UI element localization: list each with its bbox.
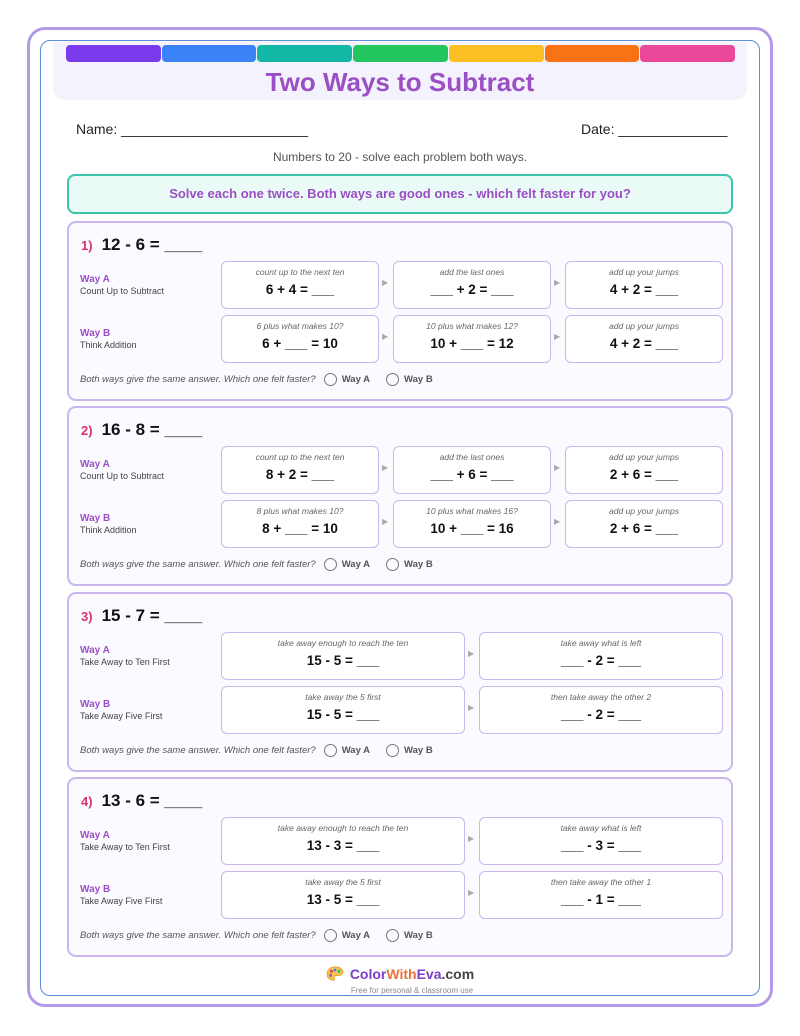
step-box[interactable] <box>479 871 723 919</box>
way-description: Take Away Five First <box>80 896 163 906</box>
way-description: Think Addition <box>80 340 137 350</box>
radio-way-a[interactable] <box>324 373 337 386</box>
step-box[interactable] <box>565 315 723 363</box>
comparison-question <box>80 558 449 571</box>
step-equation[interactable]: ___ + 6 = ___ <box>430 467 514 482</box>
step-box[interactable] <box>221 817 465 865</box>
step-equation[interactable]: 10 + ___ = 12 <box>430 336 514 351</box>
arrow-right-icon: ▶ <box>468 649 475 658</box>
option-label: Way B <box>404 930 433 941</box>
option-label: Way A <box>341 374 371 385</box>
radio-way-b[interactable] <box>386 744 399 757</box>
way-label <box>80 830 170 852</box>
step-hint: take away what is left <box>560 638 642 648</box>
way-name: Way B <box>80 884 111 895</box>
way-description: Take Away to Ten First <box>80 842 170 852</box>
arrow-right-icon: ▶ <box>554 278 561 287</box>
way-description: Take Away Five First <box>80 711 163 721</box>
step-box[interactable] <box>221 632 465 680</box>
problem-header <box>81 235 202 255</box>
step-hint: add up your jumps <box>609 267 679 277</box>
question-text: Both ways give the same answer. Which one felt faster? <box>80 374 316 385</box>
step-box[interactable] <box>221 261 379 309</box>
step-hint: add the last ones <box>439 452 505 462</box>
step-hint: add the last ones <box>439 267 505 277</box>
step-hint: add up your jumps <box>609 506 679 516</box>
brand-eva: Eva <box>416 966 442 982</box>
arrow-right-icon: ▶ <box>468 834 475 843</box>
step-box[interactable] <box>565 500 723 548</box>
comparison-question <box>80 744 449 757</box>
color-bar-segment <box>353 45 448 62</box>
radio-way-b[interactable] <box>386 929 399 942</box>
option-way-a[interactable] <box>324 929 370 942</box>
problem-header <box>81 606 202 626</box>
brand-domain: .com <box>441 966 475 982</box>
step-box[interactable] <box>221 871 465 919</box>
step-equation[interactable]: 8 + ___ = 10 <box>262 521 338 536</box>
way-name: Way A <box>80 830 110 841</box>
problem-header <box>81 420 202 440</box>
arrow-right-icon: ▶ <box>382 517 389 526</box>
step-box[interactable] <box>479 632 723 680</box>
option-way-a[interactable] <box>324 373 370 386</box>
step-equation[interactable]: ___ - 1 = ___ <box>561 892 641 907</box>
color-bar-segment <box>66 45 161 62</box>
question-text: Both ways give the same answer. Which one felt faster? <box>80 930 316 941</box>
brand-color: Color <box>349 966 387 982</box>
option-label: Way B <box>404 745 433 756</box>
palette-icon <box>326 966 344 982</box>
way-description: Count Up to Subtract <box>80 286 165 296</box>
step-hint: take away what is left <box>560 823 642 833</box>
step-hint: count up to the next ten <box>255 452 345 462</box>
color-bar-segment <box>640 45 735 62</box>
problem-card <box>67 221 733 401</box>
step-hint: then take away the other 2 <box>550 692 652 702</box>
option-label: Way A <box>341 745 371 756</box>
arrow-right-icon: ▶ <box>554 332 561 341</box>
arrow-right-icon: ▶ <box>382 463 389 472</box>
step-equation[interactable]: 15 - 5 = ___ <box>306 707 380 722</box>
step-equation[interactable]: 4 + 2 = ___ <box>609 282 679 297</box>
step-hint: then take away the other 1 <box>550 877 652 887</box>
step-equation[interactable]: 4 + 2 = ___ <box>609 336 679 351</box>
step-equation[interactable]: 10 + ___ = 16 <box>430 521 514 536</box>
step-equation[interactable]: 6 + ___ = 10 <box>262 336 338 351</box>
way-label <box>80 645 170 667</box>
way-description: Take Away to Ten First <box>80 657 170 667</box>
date-field[interactable]: Date: ______________ <box>581 121 728 137</box>
tip-box: Solve each one twice. Both ways are good ones - which felt faster for you? <box>67 174 733 214</box>
problem-card <box>67 777 733 957</box>
step-box[interactable] <box>221 446 379 494</box>
step-hint: 10 plus what makes 12? <box>426 321 518 331</box>
way-name: Way A <box>80 645 110 656</box>
option-way-a[interactable] <box>324 744 370 757</box>
step-equation[interactable]: 6 + 4 = ___ <box>265 282 335 297</box>
step-box[interactable] <box>221 686 465 734</box>
option-label: Way A <box>341 559 371 570</box>
step-box[interactable] <box>479 817 723 865</box>
way-name: Way B <box>80 699 111 710</box>
step-equation[interactable]: ___ + 2 = ___ <box>430 282 514 297</box>
step-equation[interactable]: 13 - 3 = ___ <box>306 838 380 853</box>
step-hint: take away enough to reach the ten <box>277 823 409 833</box>
footer-tagline: Free for personal & classroom use <box>350 986 474 995</box>
way-b-row <box>69 871 735 919</box>
step-hint: count up to the next ten <box>255 267 345 277</box>
step-equation[interactable]: 2 + 6 = ___ <box>609 467 679 482</box>
option-way-a[interactable] <box>324 558 370 571</box>
step-equation[interactable]: ___ - 3 = ___ <box>561 838 641 853</box>
way-label <box>80 884 162 906</box>
step-equation[interactable]: ___ - 2 = ___ <box>561 653 641 668</box>
color-bar-segment <box>545 45 640 62</box>
step-hint: 10 plus what makes 16? <box>426 506 518 516</box>
question-text: Both ways give the same answer. Which one felt faster? <box>80 745 316 756</box>
step-equation[interactable]: ___ - 2 = ___ <box>561 707 641 722</box>
way-b-row <box>69 315 735 363</box>
question-text: Both ways give the same answer. Which one felt faster? <box>80 559 316 570</box>
arrow-right-icon: ▶ <box>554 463 561 472</box>
comparison-question <box>80 373 449 386</box>
way-label <box>80 274 164 296</box>
problem-card <box>67 592 733 772</box>
color-bar-segment <box>162 45 257 62</box>
problem-expression[interactable]: 13 - 6 = ____ <box>101 791 203 810</box>
way-a-row <box>69 817 735 865</box>
way-name: Way B <box>80 328 111 339</box>
problem-card <box>67 406 733 586</box>
way-b-row <box>69 500 735 548</box>
arrow-right-icon: ▶ <box>468 703 475 712</box>
step-box[interactable] <box>221 500 379 548</box>
way-label <box>80 513 137 535</box>
way-label <box>80 328 137 350</box>
way-label <box>80 459 164 481</box>
step-box[interactable] <box>565 446 723 494</box>
way-description: Think Addition <box>80 525 137 535</box>
problem-expression[interactable]: 16 - 8 = ____ <box>101 420 203 439</box>
way-a-row <box>69 446 735 494</box>
step-hint: 6 plus what makes 10? <box>256 321 344 331</box>
page-title: Two Ways to Subtract <box>265 67 535 97</box>
brand-logo <box>326 966 474 982</box>
way-a-row <box>69 632 735 680</box>
step-box[interactable] <box>565 261 723 309</box>
way-name: Way B <box>80 513 111 524</box>
problem-number: 4) <box>81 794 93 809</box>
way-b-row <box>69 686 735 734</box>
color-bar-segment <box>257 45 352 62</box>
radio-way-a[interactable] <box>324 558 337 571</box>
problem-header <box>81 791 202 811</box>
step-hint: take away enough to reach the ten <box>277 638 409 648</box>
option-way-b[interactable] <box>386 373 433 386</box>
brand-with: With <box>386 966 417 982</box>
arrow-right-icon: ▶ <box>382 332 389 341</box>
arrow-right-icon: ▶ <box>554 517 561 526</box>
color-bar <box>66 45 736 62</box>
step-box[interactable] <box>393 315 551 363</box>
page-subtitle: Numbers to 20 - solve each problem both ways. <box>272 150 528 164</box>
step-equation[interactable]: 2 + 6 = ___ <box>609 521 679 536</box>
way-name: Way A <box>80 459 110 470</box>
step-hint: 8 plus what makes 10? <box>256 506 344 516</box>
radio-way-a[interactable] <box>324 744 337 757</box>
step-hint: add up your jumps <box>609 321 679 331</box>
step-box[interactable] <box>393 500 551 548</box>
radio-way-a[interactable] <box>324 929 337 942</box>
problem-number: 2) <box>81 423 93 438</box>
problem-expression[interactable]: 15 - 7 = ____ <box>101 606 203 625</box>
step-hint: take away the 5 first <box>305 877 381 887</box>
way-label <box>80 699 162 721</box>
way-name: Way A <box>80 274 110 285</box>
step-box[interactable] <box>393 261 551 309</box>
option-label: Way B <box>404 559 433 570</box>
problem-number: 3) <box>81 609 93 624</box>
color-bar-segment <box>449 45 544 62</box>
problem-number: 1) <box>81 238 93 253</box>
step-hint: add up your jumps <box>609 452 679 462</box>
arrow-right-icon: ▶ <box>382 278 389 287</box>
step-box[interactable] <box>221 315 379 363</box>
step-box[interactable] <box>479 686 723 734</box>
footer <box>0 966 800 995</box>
option-label: Way A <box>341 930 371 941</box>
option-way-b[interactable] <box>386 744 433 757</box>
option-way-b[interactable] <box>386 558 433 571</box>
arrow-right-icon: ▶ <box>468 888 475 897</box>
name-field[interactable]: Name: ________________________ <box>76 121 308 137</box>
radio-way-b[interactable] <box>386 373 399 386</box>
step-hint: take away the 5 first <box>305 692 381 702</box>
way-a-row <box>69 261 735 309</box>
comparison-question <box>80 929 449 942</box>
step-box[interactable] <box>393 446 551 494</box>
step-equation[interactable]: 13 - 5 = ___ <box>306 892 380 907</box>
step-equation[interactable]: 15 - 5 = ___ <box>306 653 380 668</box>
way-description: Count Up to Subtract <box>80 471 165 481</box>
step-equation[interactable]: 8 + 2 = ___ <box>265 467 335 482</box>
option-way-b[interactable] <box>386 929 433 942</box>
option-label: Way B <box>404 374 433 385</box>
radio-way-b[interactable] <box>386 558 399 571</box>
problem-expression[interactable]: 12 - 6 = ____ <box>101 235 203 254</box>
